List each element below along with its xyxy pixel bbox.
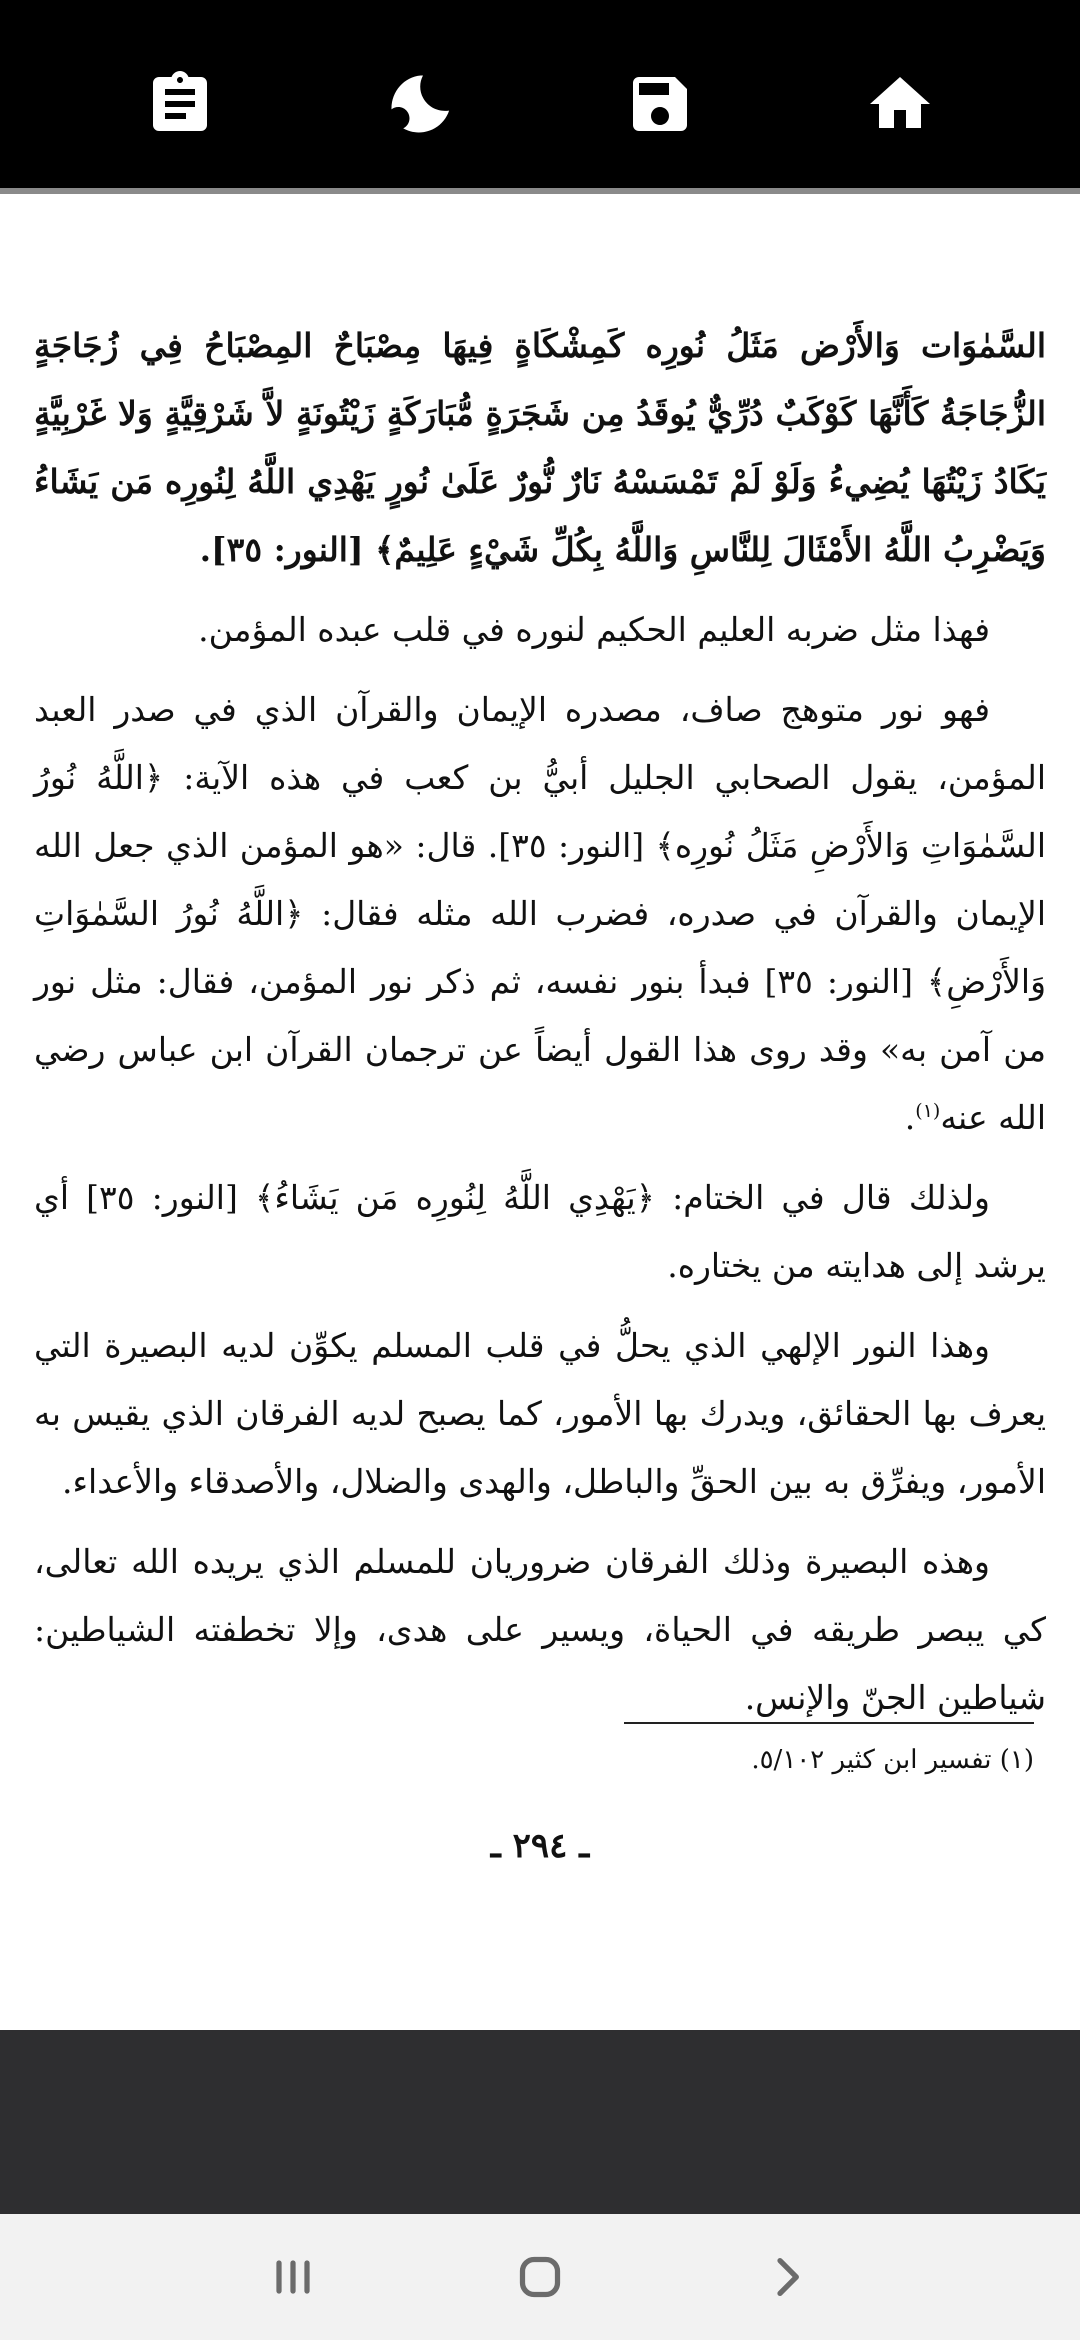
save-button[interactable] (605, 49, 715, 159)
night-mode-button[interactable] (365, 49, 475, 159)
home-circle-icon (512, 2249, 568, 2305)
paragraph: فهو نور متوهج صاف، مصدره الإيمان والقرآن الذي في صدر العبد المؤمن، يقول الصحابي الجليل أبيُّ بن كعب في هذه الآية: ﴿اللَّهُ نُورُ السَّمٰوَاتِ وَالأَرْضِ مَثَلُ نُورِه﴾ [النور: ٣٥]. قال: «هو المؤمن الذي جعل الله الإيمان والقرآن في صدره، فضرب الله مثله فقال: ﴿اللَّهُ نُورُ السَّمٰوَاتِ وَالأَرْضِ﴾ [النور: ٣٥] فبدأ بنور نفسه، ثم ذكر نور المؤمن، فقال: مثل نور من آمن به» وقد روى هذا القول أيضاً عن ترجمان القرآن ابن عباس رضي الله عنه$^{(١)}$. (34, 690, 1047, 1137)
home-nav-button[interactable] (485, 2227, 595, 2327)
system-navigation-bar (0, 2214, 1080, 2340)
clipboard-icon (144, 68, 216, 140)
back-nav-button[interactable] (732, 2227, 842, 2327)
paragraph-text: فهو نور متوهج صاف، مصدره الإيمان والقرآن الذي في صدر العبد المؤمن، يقول الصحابي الجليل أبيُّ بن كعب في هذه الآية: ﴿اللَّهُ نُورُ السَّمٰوَاتِ وَالأَرْضِ مَثَلُ نُورِه﴾ [النور: ٣٥]. قال: «هو المؤمن الذي جعل الله الإيمان والقرآن في صدره، فضرب الله مثله فقال: ﴿اللَّهُ نُورُ السَّمٰوَاتِ وَالأَرْضِ﴾ [النور: ٣٥] فبدأ بنور نفسه، ثم ذكر نور المؤمن، فقال: مثل نور من آمن به» وقد روى هذا القول أيضاً عن ترجمان القرآن ابن عباس رضي الله عنه (34, 690, 1047, 1137)
paragraph: وهذه البصيرة وذلك الفرقان ضروريان للمسلم الذي يريده الله تعالى، كي يبصر طريقه في الحياة، ويسير على هدى، وإلا تخطفته الشياطين: شياطين الجنّ والإنس. (34, 1542, 1046, 1717)
home-icon (864, 68, 936, 140)
home-button[interactable] (845, 49, 955, 159)
recent-apps-icon (265, 2249, 321, 2305)
paragraph: فهذا مثل ضربه العليم الحكيم لنوره في قلب عبده المؤمن. (198, 610, 990, 649)
recent-apps-button[interactable] (238, 2227, 348, 2327)
night-mode-icon (384, 68, 456, 140)
footnote-reference[interactable]: (١) (915, 1100, 941, 1122)
quran-verse-continuation (34, 312, 1046, 584)
page-number: ـ ٢٩٤ ـ (490, 1826, 590, 1866)
footnote: (١) تفسير ابن كثير ٥/١٠٢. (751, 1745, 1034, 1775)
paragraph: ولذلك قال في الختام: ﴿يَهْدِي اللَّهُ لِنُورِه مَن يَشَاءُ﴾ [النور: ٣٥] أي يرشد إلى هدايته من يختاره. (34, 1178, 1046, 1285)
book-page[interactable] (0, 194, 1080, 2030)
paragraph: وهذا النور الإلهي الذي يحلُّ في قلب المسلم يكوِّن لديه البصيرة التي يعرف بها الحقائق، ويدرك بها الأمور، كما يصبح لديه الفرقان الذي يقيس به الأمور، ويفرِّق به بين الحقِّ والباطل، والهدى والضلال، والأصدقاء والأعداء. (34, 1326, 1046, 1501)
verse-text: السَّمٰوَات وَالأَرْض مَثَلُ نُورِه كَمِشْكَاةٍ فِيهَا مِصْبَاحٌ المِصْبَاحُ فِي زُجَاجَةٍ الزُّجَاجَةُ كَأَنَّهَا كَوْكَبٌ دُرِّيٌّ يُوقَدُ مِن شَجَرَةٍ مُّبَارَكَةٍ زَيْتُونَةٍ لاَّ شَرْقِيَّةٍ وَلا غَرْبِيَّةٍ يَكَادُ زَيْتُهَا يُضِيءُ وَلَوْ لَمْ تَمْسَسْهُ نَارٌ نُّورٌ عَلَىٰ نُورٍ يَهْدِي اللَّهُ لِنُورِه مَن يَشَاءُ وَيَضْرِبُ اللَّهُ الأَمْثَالَ لِلنَّاسِ وَاللَّهُ بِكُلِّ شَيْءٍ عَلِيمٌ﴾ [النور: ٣٥]. (34, 326, 1046, 569)
footnote-divider (624, 1722, 1034, 1724)
page-text (34, 312, 1046, 1744)
back-chevron-icon (759, 2249, 815, 2305)
reader-bottom-area (0, 2030, 1080, 2214)
save-icon (624, 68, 696, 140)
top-toolbar (0, 0, 1080, 188)
clipboard-button[interactable] (125, 49, 235, 159)
